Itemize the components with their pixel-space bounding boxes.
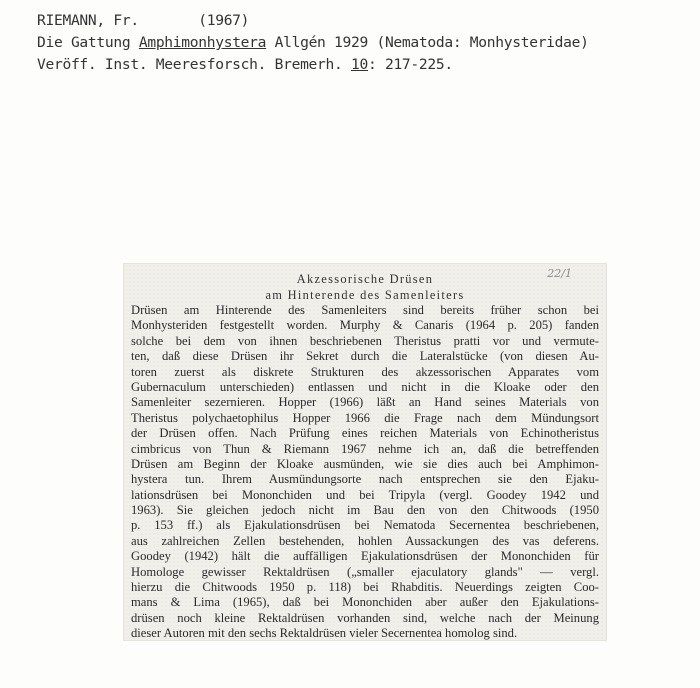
text-line: hystera tun. Ihrem Ausmündungsorte nach entsprechen sie den Ejaku- (131, 472, 599, 487)
text-line: Monhysteriden festgestellt worden. Murphy & Canaris (1964 p. 205) fanden (131, 318, 599, 333)
text-line: Homologe gewisser Rektaldrüsen („smaller ejaculatory glands" — vergl. (131, 564, 599, 579)
article-body (131, 303, 599, 642)
section-heading-line1: Akzessorische Drüsen (296, 272, 434, 286)
text-line: mans & Lima (1965), daß bei Mononchiden aber außer den Ejakulations- (131, 595, 599, 610)
title-prefix: Die Gattung (37, 34, 139, 51)
text-line: Goodey (1942) hält die auffälligen Ejakulationsdrüsen der Mononchiden für (131, 549, 599, 564)
journal-pages: : 217-225. (367, 56, 453, 73)
article-clipping (124, 264, 606, 640)
text-line: toren zuerst als diskrete Strukturen des akzessorischen Apparates vom (131, 364, 599, 379)
journal-volume: 10 (351, 56, 368, 73)
text-line: drüsen noch kleine Rektaldrüsen vorhanden sind, welche nach der Meinung (131, 610, 599, 625)
text-line: ten, daß diese Drüsen ihr Sekret durch die Lateralstücke (von diesen Au- (131, 349, 599, 364)
citation-author-year: RIEMANN, Fr. (1967) (37, 12, 250, 29)
text-line: cimbricus von Thun & Riemann 1967 nehme ich an, daß die betreffenden (131, 441, 599, 456)
citation-header (37, 10, 697, 76)
section-heading-line2: am Hinterende des Samenleiters (265, 288, 465, 302)
title-suffix: Allgén 1929 (Nematoda: Monhysteridae) (266, 34, 589, 51)
pencil-note: 22/1 (547, 267, 572, 280)
text-line: Gubernaculum unterschieden) entlassen und nicht in die Kloake oder den (131, 379, 599, 394)
genus-name: Amphimonhystera (138, 34, 267, 51)
text-line: lationsdrüsen bei Mononchiden und bei Tripyla (vergl. Goodey 1942 und (131, 487, 599, 502)
text-line: 1963). Sie gleichen jedoch nicht im Bau den von den Chitwoods (1950 (131, 503, 599, 518)
text-line: dieser Autoren mit den sechs Rektaldrüsen vieler Secernentea homolog sind. (131, 626, 518, 641)
text-line: p. 153 ff.) als Ejakulationsdrüsen bei Nematoda Secernentea beschriebenen, (131, 518, 599, 533)
text-line: Drüsen am Beginn der Kloake ausmünden, wie sie dies auch bei Amphimon- (131, 456, 599, 471)
citation-title (37, 32, 697, 54)
text-line: der Drüsen offen. Nach Prüfung eines reichen Materials von Echinotheristus (131, 426, 599, 441)
text-line: aus zahlreichen Zellen bestehenden, hohlen Aussackungen des vas deferens. (131, 533, 599, 548)
journal-name: Veröff. Inst. Meeresforsch. Bremerh. (37, 56, 351, 73)
text-line: hierzu die Chitwoods 1950 p. 118) bei Rhabditis. Neuerdings zeigten Coo- (131, 580, 599, 595)
text-line: Theristus polychaetophilus Hopper 1966 die Frage nach dem Mündungsort (131, 410, 599, 425)
text-line: solche bei dem von ihnen beschriebenen Theristus pratti vor und vermute- (131, 333, 599, 348)
text-line: Drüsen am Hinterende des Samenleiters sind bereits früher schon bei (131, 303, 599, 317)
text-line: Samenleiter sezernieren. Hopper (1966) läßt an Hand seines Materials von (131, 395, 599, 410)
citation-journal (37, 54, 697, 76)
